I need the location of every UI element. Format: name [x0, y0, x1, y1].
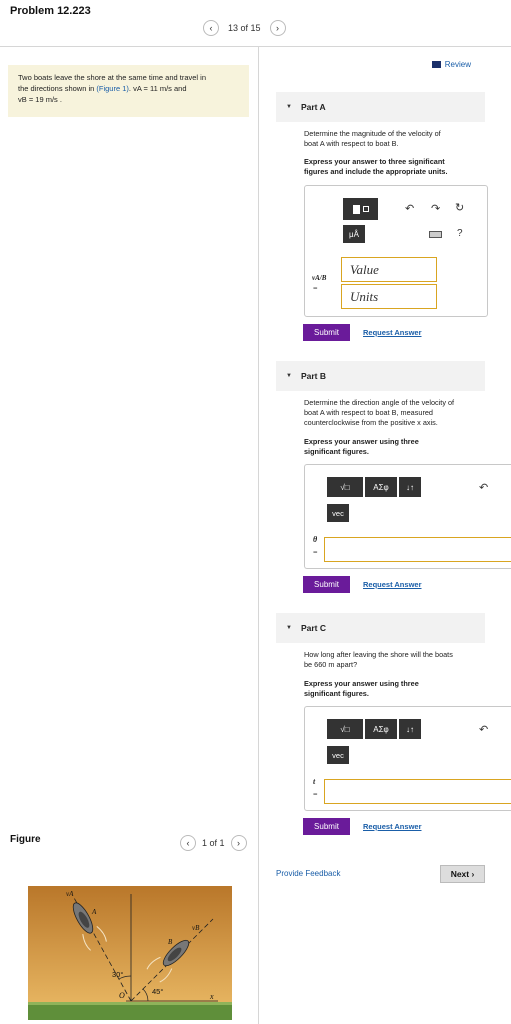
units-input[interactable]: Units — [341, 284, 437, 309]
part-c-title: Part C — [300, 623, 326, 633]
template-button[interactable] — [343, 198, 378, 220]
keyboard-icon[interactable] — [429, 231, 442, 238]
var-label-theta: θ — [313, 535, 318, 544]
part-b-instruction — [304, 437, 489, 457]
problem-title: Problem 12.223 — [10, 5, 91, 17]
part-c-request-answer-link[interactable]: Request Answer — [363, 822, 422, 831]
question-line: Determine the magnitude of the velocity of — [304, 129, 441, 138]
problem-text: the directions shown in — [18, 84, 97, 93]
redo-icon[interactable]: ↷ — [431, 203, 441, 215]
prev-figure-button[interactable] — [180, 835, 196, 851]
collapse-triangle-icon: ▼ — [286, 625, 292, 631]
arrows-label: ↓↑ — [406, 482, 414, 492]
water-background — [28, 886, 232, 1004]
question-line: be 660 m apart? — [304, 660, 358, 669]
review-link[interactable] — [432, 60, 471, 69]
help-icon[interactable]: ? — [457, 228, 463, 239]
units-button[interactable] — [343, 225, 365, 243]
greek-button[interactable] — [365, 719, 397, 739]
part-b-header[interactable] — [276, 361, 485, 391]
part-a-answer-box — [304, 185, 488, 317]
part-b-request-answer-link[interactable]: Request Answer — [363, 580, 422, 589]
collapse-triangle-icon: ▼ — [286, 373, 292, 379]
units-label: μÅ — [349, 229, 359, 239]
vb-label: vB — [192, 924, 200, 932]
part-c-question — [304, 650, 489, 670]
problem-text-line — [18, 83, 239, 94]
greek-button[interactable] — [365, 477, 397, 497]
part-b-submit-button[interactable]: Submit — [303, 576, 350, 593]
undo-icon[interactable]: ↶ — [479, 482, 489, 494]
equals-sign: = — [313, 284, 318, 293]
question-line: boat A with respect to boat B. — [304, 139, 399, 148]
vec-button[interactable] — [327, 746, 349, 764]
angle-45-label: 45° — [152, 987, 164, 996]
instruction-line: Express your answer using three — [304, 679, 419, 688]
instruction-line: significant figures. — [304, 447, 369, 456]
template-icon — [353, 205, 360, 214]
subscript-superscript-button[interactable] — [399, 719, 421, 739]
problem-statement — [8, 65, 249, 117]
part-b-title: Part B — [300, 371, 326, 381]
part-a-title: Part A — [300, 102, 326, 112]
sqrt-template-label: √□ — [340, 724, 350, 734]
problem-text-line: Two boats leave the shore at the same time and travel in — [18, 73, 207, 82]
problem-text-line: vB = 19 m/s . — [18, 95, 62, 104]
problem-pager — [203, 19, 286, 37]
chevron-left-icon: ‹ — [186, 838, 190, 848]
question-line: boat A with respect to boat B, measured — [304, 408, 433, 417]
x-axis-label: x — [210, 992, 214, 1001]
figure-pager-text: 1 of 1 — [202, 838, 225, 848]
chevron-right-icon: › — [276, 23, 280, 33]
part-a-instruction — [304, 157, 489, 177]
templates-button[interactable] — [327, 477, 363, 497]
arrows-label: ↓↑ — [406, 724, 414, 734]
part-b-question — [304, 398, 489, 428]
var-label-t: t — [313, 777, 316, 786]
boat-b-label: B — [168, 938, 173, 946]
part-a-submit-button[interactable]: Submit — [303, 324, 350, 341]
part-c-header[interactable] — [276, 613, 485, 643]
figure-pager — [180, 834, 247, 852]
vec-label: vec — [332, 750, 344, 760]
part-b-answer-box — [304, 464, 511, 569]
chevron-right-icon: › — [237, 838, 241, 848]
prev-problem-button[interactable] — [203, 20, 219, 36]
problem-pager-text: 13 of 15 — [228, 23, 261, 33]
undo-icon[interactable]: ↶ — [479, 724, 489, 736]
vec-button[interactable] — [327, 504, 349, 522]
part-a-question — [304, 129, 489, 149]
question-line: Determine the direction angle of the velocity of — [304, 398, 455, 407]
figure-image — [28, 886, 232, 1020]
next-problem-button[interactable] — [270, 20, 286, 36]
template-icon-small — [363, 206, 369, 212]
sqrt-template-label: √□ — [340, 482, 350, 492]
origin-label: O — [119, 991, 125, 1000]
templates-button[interactable] — [327, 719, 363, 739]
provide-feedback-link[interactable]: Provide Feedback — [276, 869, 341, 878]
question-line: How long after leaving the shore will the boats — [304, 650, 453, 659]
part-c-instruction — [304, 679, 489, 699]
figure-label: Figure — [10, 834, 41, 845]
greek-label: ΑΣφ — [373, 482, 389, 492]
angle-30-label: 30° — [112, 970, 124, 979]
next-figure-button[interactable] — [231, 835, 247, 851]
collapse-triangle-icon: ▼ — [286, 104, 292, 110]
instruction-line: Express your answer using three — [304, 437, 419, 446]
t-input[interactable] — [324, 779, 511, 804]
header-divider — [0, 46, 511, 47]
reset-icon[interactable]: ↻ — [455, 202, 465, 214]
instruction-line: Express your answer to three significant — [304, 157, 445, 166]
part-a-header[interactable] — [276, 92, 485, 122]
instruction-line: significant figures. — [304, 689, 369, 698]
question-line: counterclockwise from the positive x axis. — [304, 418, 438, 427]
var-label-vab: vA/B — [312, 274, 327, 282]
boat-a-label: A — [92, 908, 97, 916]
part-c-answer-box — [304, 706, 511, 811]
chevron-left-icon: ‹ — [209, 23, 213, 33]
vec-label: vec — [332, 508, 344, 518]
part-a-request-answer-link[interactable]: Request Answer — [363, 328, 422, 337]
column-divider — [258, 47, 259, 1024]
equals-sign: = — [313, 548, 318, 557]
problem-text: . vA = 11 m/s and — [128, 84, 187, 93]
part-c-submit-button[interactable]: Submit — [303, 818, 350, 835]
shore-edge — [28, 1002, 232, 1005]
value-input[interactable]: Value — [341, 257, 437, 282]
equals-sign: = — [313, 790, 318, 799]
va-label: vA — [66, 890, 74, 898]
review-label: Review — [444, 60, 471, 69]
book-icon — [432, 61, 441, 68]
figure-link[interactable]: (Figure 1) — [96, 84, 129, 93]
instruction-line: figures and include the appropriate units. — [304, 167, 448, 176]
theta-input[interactable] — [324, 537, 511, 562]
subscript-superscript-button[interactable] — [399, 477, 421, 497]
next-button[interactable]: Next › — [440, 865, 485, 883]
greek-label: ΑΣφ — [373, 724, 389, 734]
undo-icon[interactable]: ↶ — [405, 203, 415, 215]
